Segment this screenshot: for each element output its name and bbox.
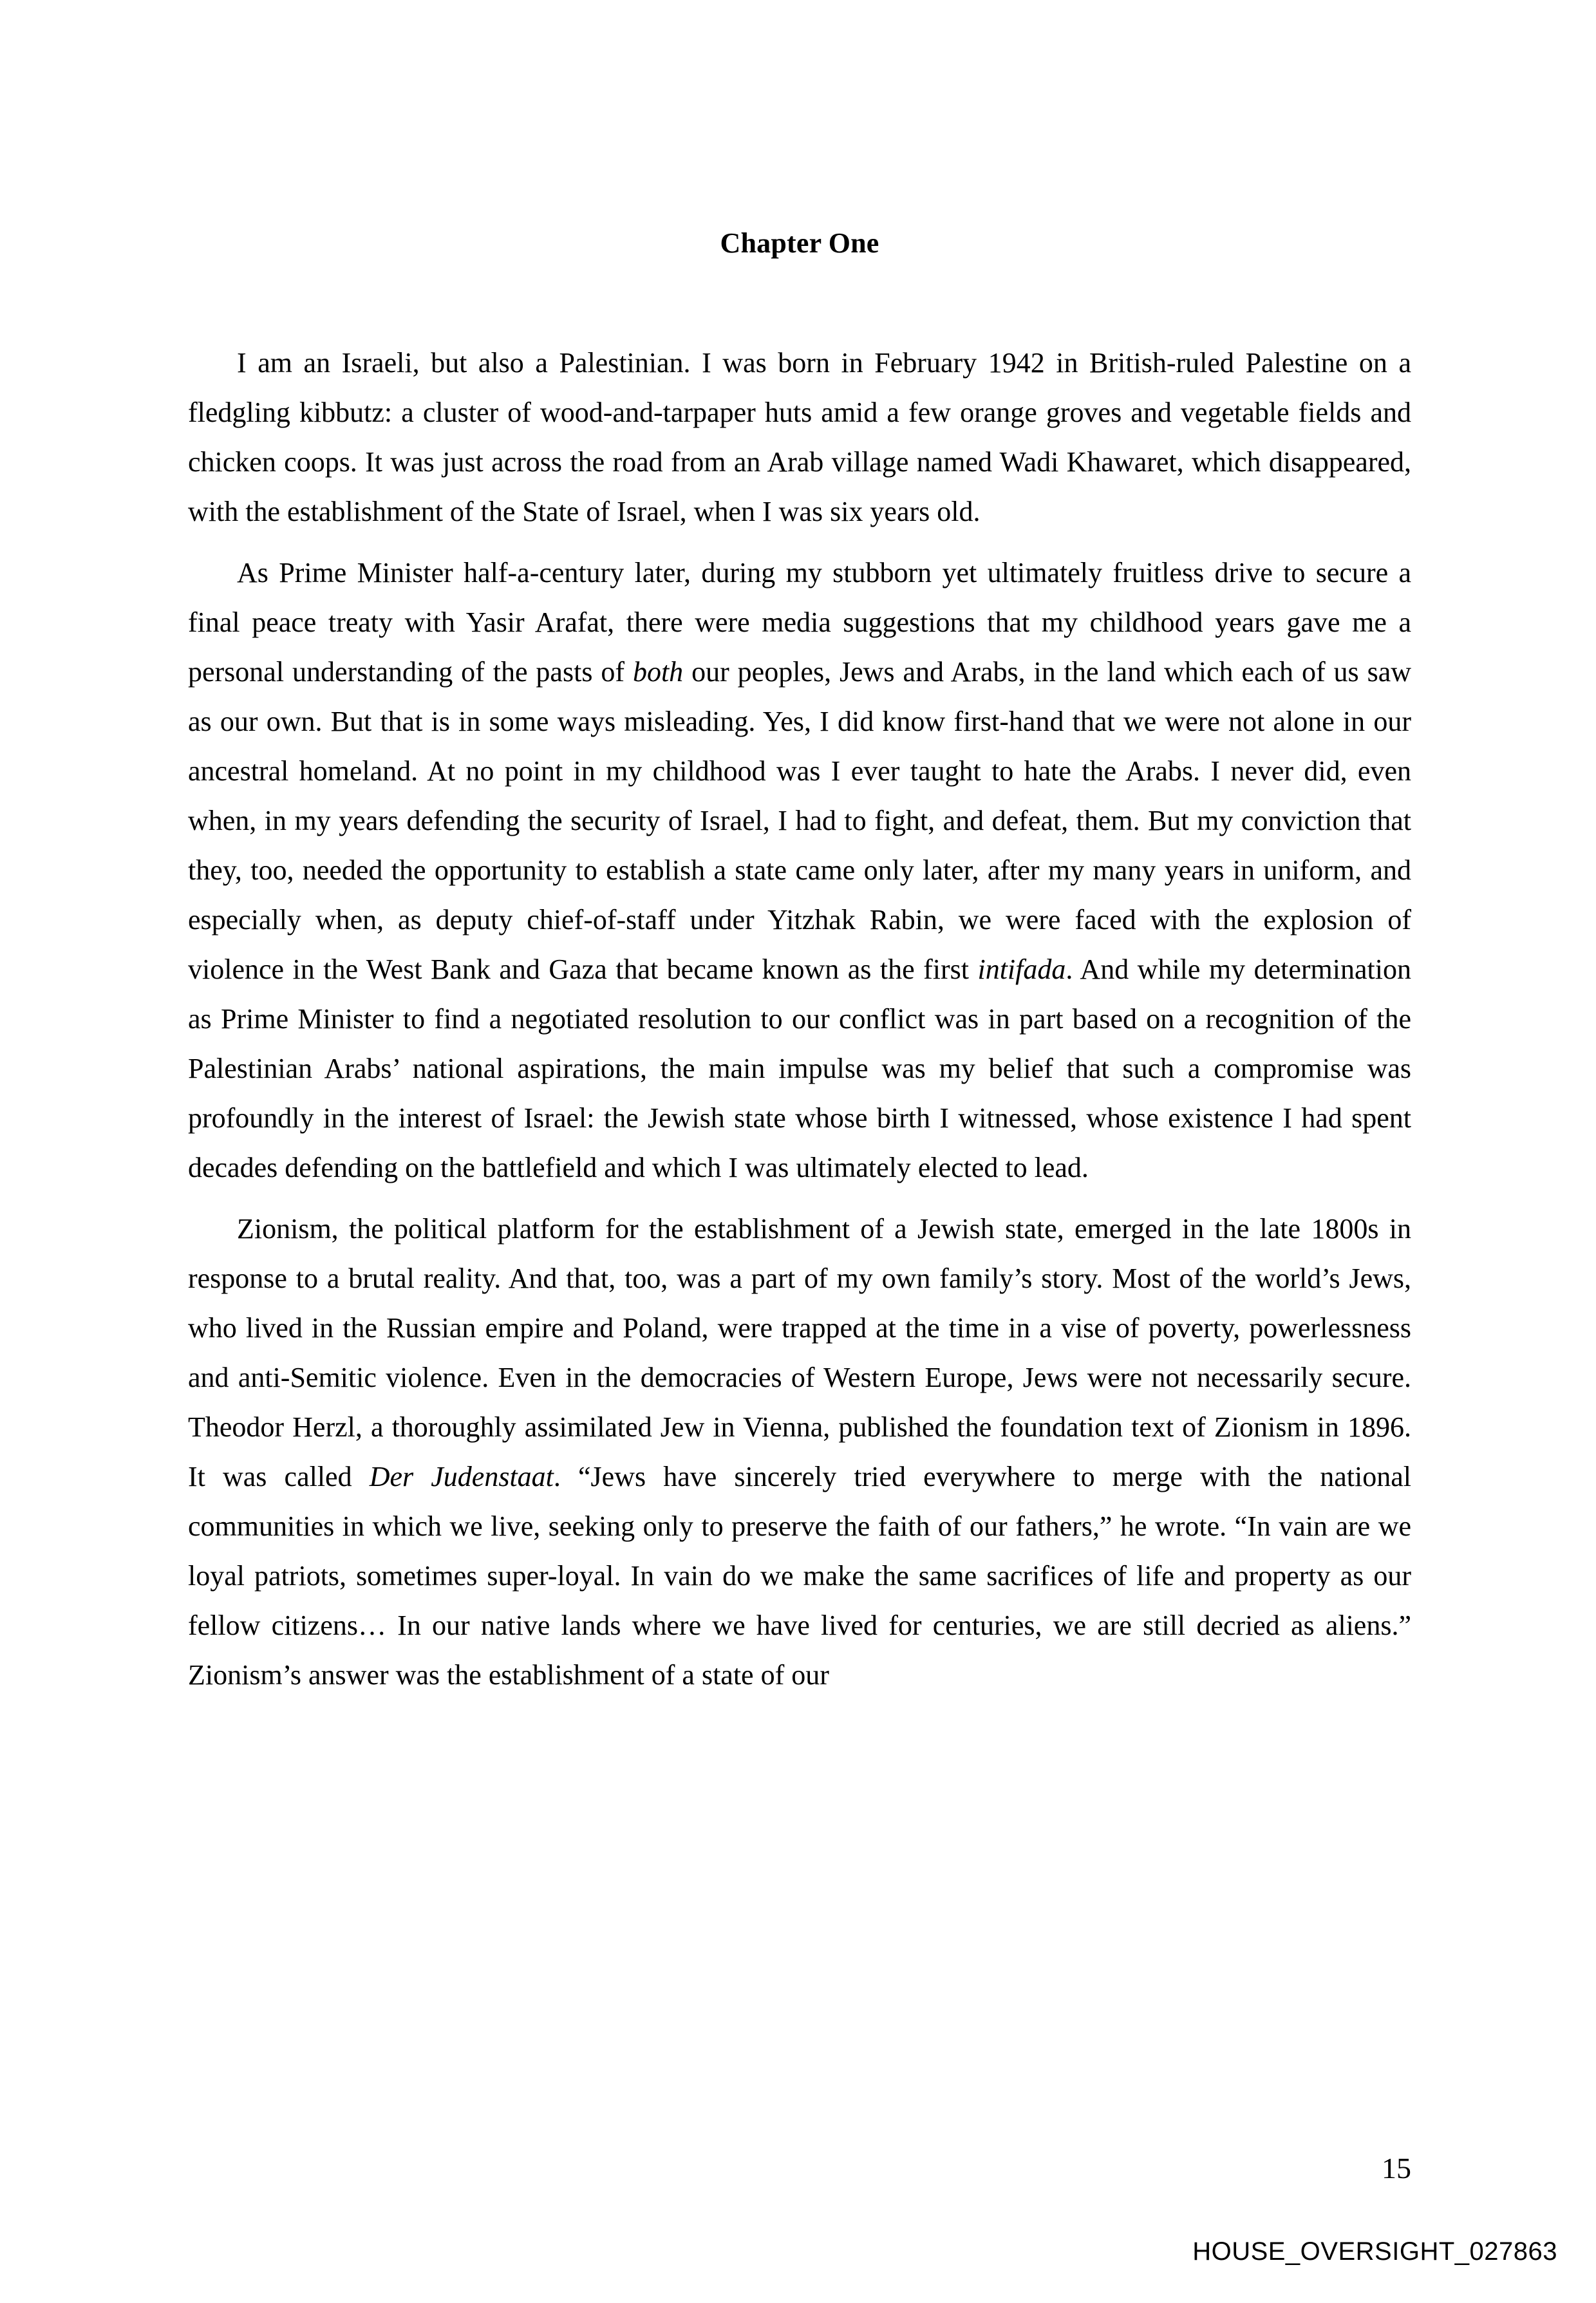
- page-content: [188, 0, 1411, 1700]
- paragraph-1: I am an Israeli, but also a Palestinian. I was born in February 1942 in British-ruled Palestine on a fledgling kibbutz: a cluster of wood-and-tarpaper huts amid a few orange groves and vegetable fields and chicken coops. It was just across the road from an Arab village named Wadi Khawaret, which disappeared, with the establishment of the State of Israel, when I was six years old.: [188, 346, 1411, 527]
- paragraph-3-emphasis-der-judenstaat: Der Judenstaat: [369, 1460, 554, 1492]
- paragraph-3-part-b: . “Jews have sincerely tried everywhere to merge with the national communities in which we live, seeking only to preserve the faith of our fathers,” he wrote. “In vain are we loyal patriots, sometimes super-loyal. In vain do we make the same sacrifices of life and property as our fellow citizens… In our native lands where we have lived for centuries, we are still decried as aliens.” Zionism’s answer was the establishment of a state of our: [188, 1460, 1412, 1691]
- chapter-title: Chapter One: [720, 227, 879, 259]
- paragraph-2-emphasis-both: both: [632, 655, 684, 688]
- paragraph-2-part-a: As Prime Minister half-a-century later, during my stubborn yet ultimately fruitless drive to secure a final peace treaty with Yasir Arafat, there were media suggestions that my childhood years gave me a personal understanding of the pasts of: [188, 556, 1411, 688]
- paragraph-2-part-c: . And while my determination as Prime Minister to find a negotiated resolution to our conflict was in part based on a recognition of the Palestinian Arabs’ national aspirations, the main impulse was my belief that such a compromise was profoundly in the interest of Israel: the Jewish state whose birth I witnessed, whose existence I had spent decades defending on the battlefield and which I was ultimately elected to lead.: [188, 953, 1411, 1183]
- paragraph-3-part-a: Zionism, the political platform for the establishment of a Jewish state, emerged in the late 1800s in response to a brutal reality. And that, too, was a part of my own family’s story. Most of the world’s Jews, who lived in the Russian empire and Poland, were trapped at the time in a vise of poverty, powerlessness and anti-Semitic violence. Even in the democracies of Western Europe, Jews were not necessarily secure. Theodor Herzl, a thoroughly assimilated Jew in Vienna, published the foundation text of Zionism in 1896. It was called: [188, 1212, 1411, 1492]
- bates-stamp: HOUSE_OVERSIGHT_027863: [1192, 2237, 1557, 2266]
- paragraph-2-part-b: our peoples, Jews and Arabs, in the land which each of us saw as our own. But that is in some ways misleading. Yes, I did know first-hand that we were not alone in our ancestral homeland. At no point in my childhood was I ever taught to hate the Arabs. I never did, even when, in my years defending the security of Israel, I had to fight, and defeat, them. But my conviction that they, too, needed the opportunity to establish a state came only later, after my many years in uniform, and especially when, as deputy chief-of-staff under Yitzhak Rabin, we were faced with the explosion of violence in the West Bank and Gaza that became known as the first: [188, 655, 1411, 985]
- paragraph-2-emphasis-intifada: intifada: [977, 953, 1066, 985]
- page-number: 15: [1382, 2152, 1411, 2185]
- paragraph-2: [188, 548, 1411, 1192]
- paragraph-3: [188, 1204, 1411, 1700]
